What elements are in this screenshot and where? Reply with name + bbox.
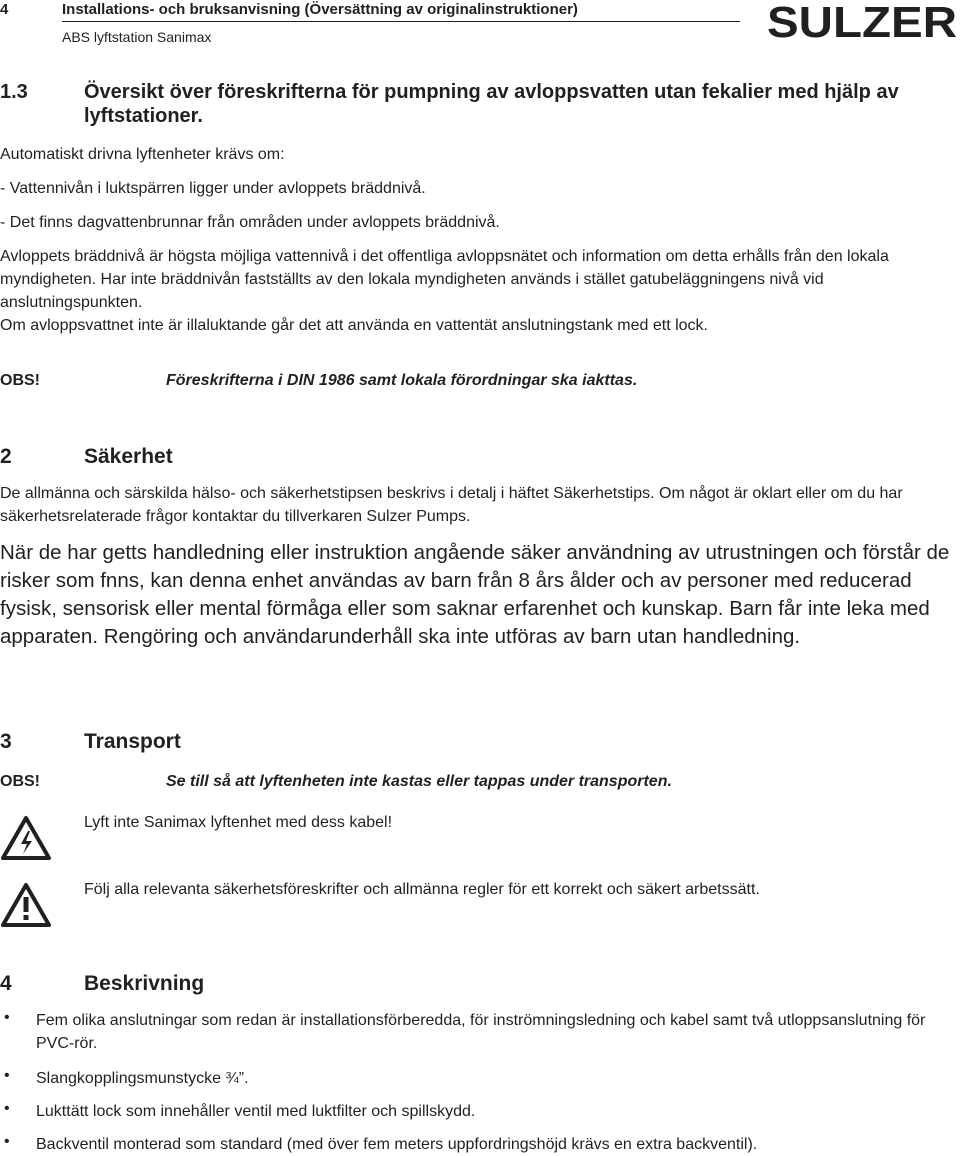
section-3-title: Transport <box>84 730 181 753</box>
section-1-3-number: 1.3 <box>0 81 28 103</box>
general-warning-icon <box>0 882 52 928</box>
bullet-marker: • <box>4 1100 10 1117</box>
section-1-3-paragraph-2: Om avloppsvattnet inte är illaluktande går det att använda en vattentät anslutningstank med ett lock. <box>0 317 708 334</box>
document-subtitle: ABS lyftstation Sanimax <box>62 29 212 45</box>
section-1-3-paragraph-1: Avloppets bräddnivå är högsta möjliga vattennivå i det offentliga avloppsnätet och information om detta erhålls från den lokala myndigheten. Har inte bräddnivån fastställts av den lokala myndigheten används i stället gatubeläggningens nivå vid anslutningspunkten. <box>0 248 889 311</box>
section-2-paragraph-2: När de har getts handledning eller instruktion angående säker användning av utrustningen och förstår de risker som fnns, kan denna enhet användas av barn från 8 års ålder och av personer med reducerad fysisk, sensorisk eller mental förmåga eller som saknar erfarenhet och kunskap. Barn får inte leka med apparaten. Rengöring och användarunderhåll ska inte utföras av barn utan handledning. <box>0 541 950 648</box>
bullet-item-4: Backventil monterad som standard (med över fem meters uppfordringshöjd krävs en extra backventil). <box>36 1136 758 1153</box>
electric-warning-text: Lyft inte Sanimax lyftenhet med dess kabel! <box>84 814 393 831</box>
section-1-3-title: Översikt över föreskrifterna för pumpning av avloppsvatten utan fekalier med hjälp av lyftstationer. <box>84 81 899 127</box>
section-1-3-item-1: - Vattennivån i luktspärren ligger under avloppets bräddnivå. <box>0 180 426 197</box>
section-4-title: Beskrivning <box>84 972 205 995</box>
bullet-marker: • <box>4 1067 10 1084</box>
bullet-item-1: Fem olika anslutningar som redan är installationsförberedda, för inströmningsledning och kabel samt två utloppsanslutning för PVC-rör. <box>36 1012 926 1052</box>
bullet-marker: • <box>4 1133 10 1150</box>
section-1-3-obs-label: OBS! <box>0 372 40 389</box>
section-2-title: Säkerhet <box>84 445 173 468</box>
electric-warning-icon <box>0 815 52 861</box>
section-2-number: 2 <box>0 445 12 468</box>
document-title: Installations- och bruksanvisning (Översättning av originalinstruktioner) <box>62 1 578 18</box>
bullet-item-3: Lukttätt lock som innehåller ventil med luktfilter och spillskydd. <box>36 1103 476 1120</box>
page-number: 4 <box>0 1 9 18</box>
bullet-item-2: Slangkopplingsmunstycke ¾”. <box>36 1070 249 1087</box>
section-3-obs-label: OBS! <box>0 773 40 790</box>
section-3-number: 3 <box>0 730 12 753</box>
section-1-3-intro: Automatiskt drivna lyftenheter krävs om: <box>0 146 285 163</box>
section-1-3-item-2: - Det finns dagvattenbrunnar från områden under avloppets bräddnivå. <box>0 214 500 231</box>
section-3-obs-text: Se till så att lyftenheten inte kastas eller tappas under transporten. <box>166 773 672 790</box>
section-4-number: 4 <box>0 972 12 995</box>
sulzer-logo <box>766 3 958 43</box>
svg-text:SULZER: SULZER <box>767 3 957 43</box>
section-1-3-obs-text: Föreskrifterna i DIN 1986 samt lokala förordningar ska iakttas. <box>166 372 638 389</box>
general-warning-text: Följ alla relevanta säkerhetsföreskrifter och allmänna regler för ett korrekt och säkert arbetssätt. <box>84 881 760 898</box>
section-2-paragraph-1: De allmänna och särskilda hälso- och säkerhetstipsen beskrivs i detalj i häftet Säkerhetstips. Om något är oklart eller om du har säkerhetsrelaterade frågor kontaktar du tillverkaren Sulzer Pumps. <box>0 485 903 525</box>
bullet-marker: • <box>4 1009 10 1026</box>
header-rule <box>62 21 740 22</box>
